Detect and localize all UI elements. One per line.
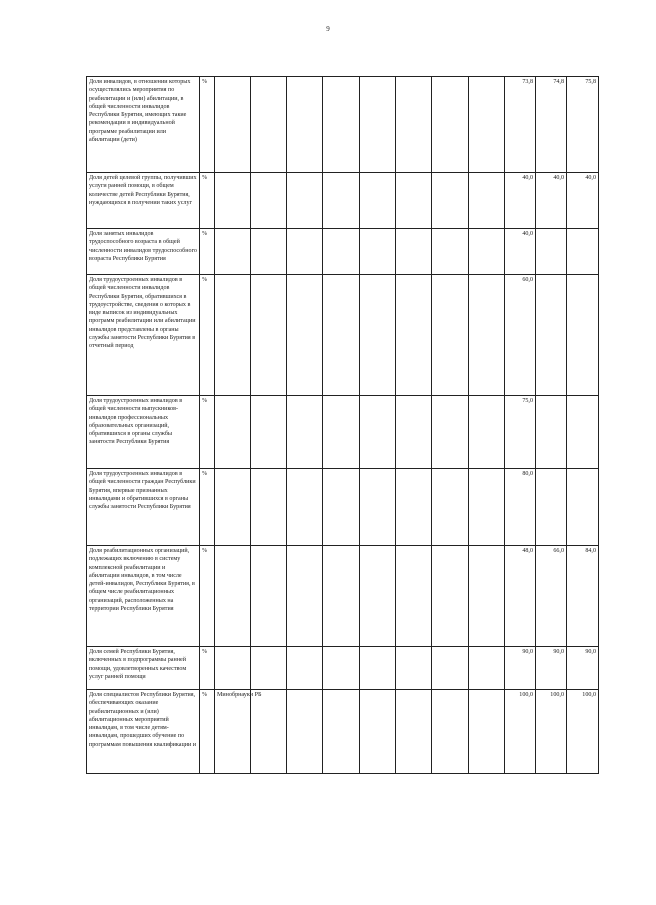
empty-cell <box>432 469 469 546</box>
empty-cell <box>287 647 323 690</box>
empty-cell <box>469 77 505 173</box>
empty-cell <box>360 229 396 275</box>
unit-cell: % <box>200 396 215 469</box>
value-cell: 66,0 <box>536 546 567 647</box>
empty-cell <box>287 546 323 647</box>
empty-cell <box>287 275 323 396</box>
value-cell: 84,0 <box>567 546 599 647</box>
indicator-name-cell: Доля занятых инвалидов трудоспособного возраста в общей численности инвалидов трудоспособного возраста Республики Бурятия <box>87 229 200 275</box>
value-cell <box>536 229 567 275</box>
empty-cell <box>396 396 432 469</box>
value-cell: 90,0 <box>536 647 567 690</box>
value-cell: 48,0 <box>505 546 536 647</box>
empty-cell <box>323 77 360 173</box>
empty-cell <box>396 690 432 774</box>
value-cell <box>567 229 599 275</box>
empty-cell <box>432 229 469 275</box>
executor-cell <box>215 229 251 275</box>
empty-cell <box>323 546 360 647</box>
unit-cell: % <box>200 469 215 546</box>
executor-cell <box>215 173 251 229</box>
table-row <box>87 396 599 469</box>
indicator-name-cell: Доля трудоустроенных инвалидов в общей численности выпускников-инвалидов профессиональных образовательных организаций, обратившихся в органы службы занятости Республики Бурятия <box>87 396 200 469</box>
empty-cell <box>287 173 323 229</box>
unit-cell: % <box>200 647 215 690</box>
empty-cell <box>396 275 432 396</box>
value-cell <box>536 396 567 469</box>
empty-cell <box>323 229 360 275</box>
empty-cell <box>432 173 469 229</box>
value-cell: 60,0 <box>505 275 536 396</box>
empty-cell <box>360 469 396 546</box>
executor-cell <box>215 396 251 469</box>
unit-cell: % <box>200 275 215 396</box>
empty-cell <box>396 469 432 546</box>
empty-cell <box>432 396 469 469</box>
table-row <box>87 275 599 396</box>
empty-cell <box>251 229 287 275</box>
empty-cell <box>287 77 323 173</box>
value-cell: 75,0 <box>505 396 536 469</box>
value-cell: 100,0 <box>536 690 567 774</box>
empty-cell <box>360 173 396 229</box>
empty-cell <box>469 229 505 275</box>
empty-cell <box>251 690 287 774</box>
empty-cell <box>469 647 505 690</box>
empty-cell <box>251 469 287 546</box>
value-cell: 90,0 <box>505 647 536 690</box>
indicator-name-cell: Доля инвалидов, в отношении которых осуществлялись мероприятия по реабилитации и (или) абилитации, в общей численности инвалидов Республики Бурятия, имеющих такие рекомендации в индивидуальной программе реабилитации или абилитации (дети) <box>87 77 200 173</box>
unit-cell: % <box>200 77 215 173</box>
indicators-table <box>86 76 599 774</box>
unit-cell: % <box>200 229 215 275</box>
empty-cell <box>251 546 287 647</box>
empty-cell <box>360 396 396 469</box>
empty-cell <box>432 647 469 690</box>
empty-cell <box>323 173 360 229</box>
value-cell: 40,0 <box>536 173 567 229</box>
empty-cell <box>469 173 505 229</box>
table-row <box>87 173 599 229</box>
table-row <box>87 690 599 774</box>
empty-cell <box>432 546 469 647</box>
empty-cell <box>323 647 360 690</box>
empty-cell <box>469 275 505 396</box>
executor-cell <box>215 275 251 396</box>
value-cell: 75,8 <box>567 77 599 173</box>
executor-cell <box>215 647 251 690</box>
empty-cell <box>287 690 323 774</box>
empty-cell <box>469 546 505 647</box>
table-row <box>87 469 599 546</box>
empty-cell <box>360 690 396 774</box>
value-cell: 100,0 <box>505 690 536 774</box>
empty-cell <box>396 77 432 173</box>
empty-cell <box>360 546 396 647</box>
empty-cell <box>251 647 287 690</box>
empty-cell <box>287 229 323 275</box>
empty-cell <box>432 77 469 173</box>
empty-cell <box>469 690 505 774</box>
empty-cell <box>360 647 396 690</box>
executor-cell <box>215 546 251 647</box>
empty-cell <box>360 77 396 173</box>
table-row <box>87 229 599 275</box>
empty-cell <box>323 275 360 396</box>
value-cell: 100,0 <box>567 690 599 774</box>
value-cell <box>567 469 599 546</box>
value-cell <box>567 275 599 396</box>
indicator-name-cell: Доля трудоустроенных инвалидов в общей численности граждан Республики Бурятия, впервые признанных инвалидами и обратившихся в органы службы занятости Республики Бурятия <box>87 469 200 546</box>
empty-cell <box>432 690 469 774</box>
empty-cell <box>323 396 360 469</box>
value-cell <box>536 469 567 546</box>
empty-cell <box>323 469 360 546</box>
executor-cell <box>215 469 251 546</box>
empty-cell <box>251 77 287 173</box>
empty-cell <box>432 275 469 396</box>
empty-cell <box>396 647 432 690</box>
page-number: 9 <box>326 25 330 33</box>
unit-cell: % <box>200 546 215 647</box>
value-cell <box>567 396 599 469</box>
value-cell: 73,8 <box>505 77 536 173</box>
empty-cell <box>251 173 287 229</box>
empty-cell <box>396 173 432 229</box>
empty-cell <box>323 690 360 774</box>
empty-cell <box>469 469 505 546</box>
value-cell: 40,0 <box>505 173 536 229</box>
value-cell: 40,0 <box>505 229 536 275</box>
empty-cell <box>251 396 287 469</box>
unit-cell: % <box>200 173 215 229</box>
value-cell: 90,0 <box>567 647 599 690</box>
indicator-name-cell: Доля семей Республики Бурятия, включенных в подпрограммы ранней помощи, удовлетворенных качеством услуг ранней помощи <box>87 647 200 690</box>
indicator-name-cell: Доля реабилитационных организаций, подлежащих включению в систему комплексной реабилитации и абилитации инвалидов, в том числе детей-инвалидов, Республики Бурятия, в общем числе реабилитационных организаций, расположенных на территории Республики Бурятия <box>87 546 200 647</box>
empty-cell <box>396 229 432 275</box>
empty-cell <box>251 275 287 396</box>
unit-cell: % <box>200 690 215 774</box>
table-row <box>87 77 599 173</box>
empty-cell <box>287 396 323 469</box>
empty-cell <box>469 396 505 469</box>
indicator-name-cell: Доля специалистов Республики Бурятия, обеспечивающих оказание реабилитационных и (или) абилитационных мероприятий инвалидам, в том числе детям-инвалидам, прошедших обучение по программам повышения квалификации и <box>87 690 200 774</box>
value-cell: 40,0 <box>567 173 599 229</box>
value-cell: 80,0 <box>505 469 536 546</box>
table-row <box>87 647 599 690</box>
empty-cell <box>396 546 432 647</box>
empty-cell <box>287 469 323 546</box>
value-cell: 74,8 <box>536 77 567 173</box>
executor-cell <box>215 77 251 173</box>
executor-cell: Минобрнауки РБ <box>215 690 251 774</box>
indicator-name-cell: Доля трудоустроенных инвалидов в общей численности инвалидов Республики Бурятия, обратившихся в трудоустройстве, сведения о которых в виде выписок из индивидуальных программ реабилитации или абилитации инвалидов представлены в органы службы занятости Республики Бурятия в отчетный период <box>87 275 200 396</box>
indicator-name-cell: Доля детей целевой группы, получивших услуги ранней помощи, в общем количестве детей Республики Бурятия, нуждающихся в получении таких услуг <box>87 173 200 229</box>
value-cell <box>536 275 567 396</box>
empty-cell <box>360 275 396 396</box>
table-row <box>87 546 599 647</box>
